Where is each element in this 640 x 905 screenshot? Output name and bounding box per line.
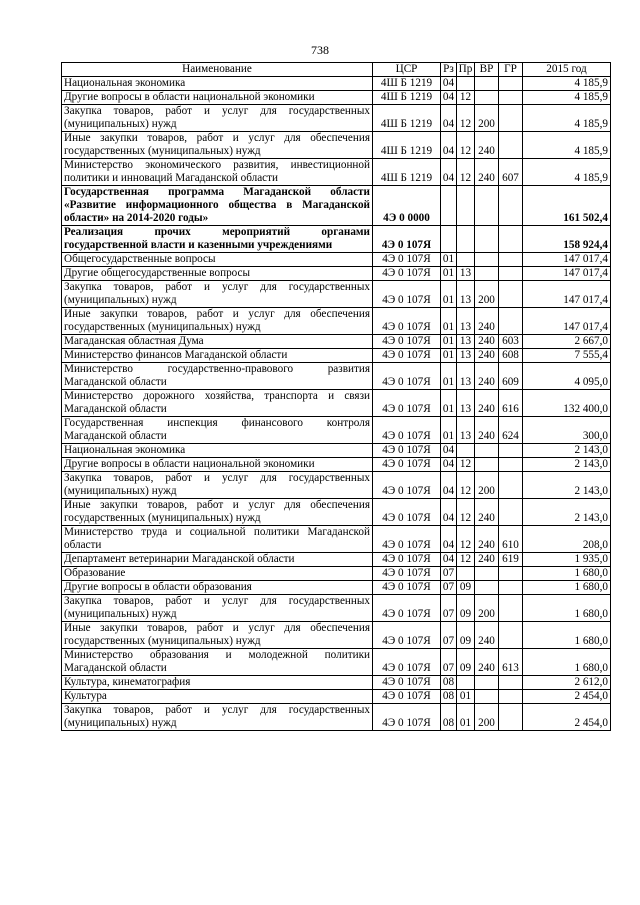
table-row <box>62 226 611 253</box>
table-row <box>62 622 611 649</box>
row-gr <box>499 267 523 281</box>
row-name: Закупка товаров, работ и услуг для государственных (муниципальных) нужд <box>62 281 373 308</box>
row-csr: 4Э 0 107Я <box>373 308 441 335</box>
row-sum: 4 185,9 <box>523 105 611 132</box>
row-rz: 07 <box>441 622 457 649</box>
row-sum: 147 017,4 <box>523 253 611 267</box>
table-row <box>62 417 611 444</box>
row-name: Министерство образования и молодежной политики Магаданской области <box>62 649 373 676</box>
row-name: Культура, кинематография <box>62 676 373 690</box>
table-header-row <box>62 63 611 77</box>
row-sum: 4 185,9 <box>523 159 611 186</box>
row-rz: 01 <box>441 349 457 363</box>
row-csr: 4Э 0 107Я <box>373 676 441 690</box>
row-csr: 4Э 0 107Я <box>373 526 441 553</box>
row-csr: 4Э 0 107Я <box>373 267 441 281</box>
row-vr <box>475 676 499 690</box>
row-sum: 147 017,4 <box>523 308 611 335</box>
row-name: Другие вопросы в области образования <box>62 581 373 595</box>
row-vr <box>475 91 499 105</box>
row-name: Министерство финансов Магаданской области <box>62 349 373 363</box>
row-rz: 04 <box>441 553 457 567</box>
row-gr <box>499 595 523 622</box>
row-pr <box>457 444 475 458</box>
row-vr: 240 <box>475 417 499 444</box>
table-row <box>62 567 611 581</box>
row-pr: 12 <box>457 553 475 567</box>
row-sum: 1 680,0 <box>523 649 611 676</box>
row-vr <box>475 253 499 267</box>
row-name: Министерство дорожного хозяйства, транспорта и связи Магаданской области <box>62 390 373 417</box>
row-vr: 240 <box>475 390 499 417</box>
row-pr: 12 <box>457 105 475 132</box>
row-gr: 610 <box>499 526 523 553</box>
table-body <box>62 77 611 731</box>
row-name: Иные закупки товаров, работ и услуг для обеспечения государственных (муниципальных) нужд <box>62 622 373 649</box>
row-rz <box>441 226 457 253</box>
row-gr: 608 <box>499 349 523 363</box>
row-vr: 240 <box>475 308 499 335</box>
header-csr: ЦСР <box>373 63 441 77</box>
row-pr: 12 <box>457 132 475 159</box>
row-name: Магаданская областная Дума <box>62 335 373 349</box>
row-sum: 1 935,0 <box>523 553 611 567</box>
row-name: Иные закупки товаров, работ и услуг для обеспечения государственных (муниципальных) нужд <box>62 499 373 526</box>
row-csr: 4Э 0 107Я <box>373 704 441 731</box>
row-sum: 1 680,0 <box>523 595 611 622</box>
row-sum: 4 185,9 <box>523 91 611 105</box>
row-vr: 240 <box>475 335 499 349</box>
row-gr: 616 <box>499 390 523 417</box>
table-row <box>62 349 611 363</box>
table-row <box>62 676 611 690</box>
row-csr: 4Э 0 107Я <box>373 363 441 390</box>
row-rz: 01 <box>441 417 457 444</box>
row-pr: 01 <box>457 690 475 704</box>
row-pr: 12 <box>457 499 475 526</box>
row-rz: 08 <box>441 676 457 690</box>
row-rz: 04 <box>441 526 457 553</box>
row-sum: 2 454,0 <box>523 704 611 731</box>
row-pr <box>457 253 475 267</box>
row-name: Другие вопросы в области национальной экономики <box>62 91 373 105</box>
table-row <box>62 253 611 267</box>
row-rz: 01 <box>441 281 457 308</box>
row-rz: 08 <box>441 690 457 704</box>
row-pr <box>457 186 475 226</box>
row-sum: 147 017,4 <box>523 281 611 308</box>
row-gr: 603 <box>499 335 523 349</box>
row-pr: 12 <box>457 526 475 553</box>
row-gr <box>499 132 523 159</box>
row-rz: 04 <box>441 159 457 186</box>
row-csr: 4Э 0 107Я <box>373 499 441 526</box>
row-pr: 13 <box>457 281 475 308</box>
table-row <box>62 335 611 349</box>
row-pr: 13 <box>457 363 475 390</box>
row-pr <box>457 676 475 690</box>
row-name: Закупка товаров, работ и услуг для государственных (муниципальных) нужд <box>62 105 373 132</box>
row-sum: 1 680,0 <box>523 567 611 581</box>
row-vr <box>475 186 499 226</box>
row-gr <box>499 690 523 704</box>
row-sum: 1 680,0 <box>523 622 611 649</box>
row-gr <box>499 253 523 267</box>
row-gr <box>499 622 523 649</box>
row-pr: 13 <box>457 335 475 349</box>
row-csr: 4Э 0 107Я <box>373 622 441 649</box>
row-name: Общегосударственные вопросы <box>62 253 373 267</box>
row-pr <box>457 567 475 581</box>
row-name: Закупка товаров, работ и услуг для государственных (муниципальных) нужд <box>62 704 373 731</box>
row-pr: 01 <box>457 704 475 731</box>
row-gr <box>499 704 523 731</box>
row-vr <box>475 267 499 281</box>
row-csr: 4Э 0 107Я <box>373 458 441 472</box>
row-vr <box>475 226 499 253</box>
table-row <box>62 704 611 731</box>
row-gr: 624 <box>499 417 523 444</box>
row-pr: 13 <box>457 349 475 363</box>
row-csr: 4Э 0 0000 <box>373 186 441 226</box>
table-row <box>62 690 611 704</box>
row-csr: 4Э 0 107Я <box>373 553 441 567</box>
row-sum: 4 185,9 <box>523 132 611 159</box>
row-rz: 04 <box>441 458 457 472</box>
row-rz: 08 <box>441 704 457 731</box>
row-name: Другие общегосударственные вопросы <box>62 267 373 281</box>
row-vr: 240 <box>475 649 499 676</box>
table-row <box>62 458 611 472</box>
row-rz: 01 <box>441 267 457 281</box>
row-vr: 200 <box>475 281 499 308</box>
row-csr: 4Ш Б 1219 <box>373 91 441 105</box>
row-rz: 04 <box>441 132 457 159</box>
row-sum: 7 555,4 <box>523 349 611 363</box>
row-pr: 12 <box>457 91 475 105</box>
row-name: Закупка товаров, работ и услуг для государственных (муниципальных) нужд <box>62 595 373 622</box>
table-row <box>62 159 611 186</box>
row-rz: 01 <box>441 335 457 349</box>
row-csr: 4Э 0 107Я <box>373 390 441 417</box>
row-rz: 04 <box>441 77 457 91</box>
row-csr: 4Ш Б 1219 <box>373 159 441 186</box>
row-csr: 4Э 0 107Я <box>373 581 441 595</box>
row-gr <box>499 186 523 226</box>
row-gr <box>499 91 523 105</box>
table-row <box>62 526 611 553</box>
row-rz: 04 <box>441 444 457 458</box>
row-csr: 4Ш Б 1219 <box>373 77 441 91</box>
row-pr: 12 <box>457 458 475 472</box>
row-csr: 4Э 0 107Я <box>373 281 441 308</box>
row-sum: 1 680,0 <box>523 581 611 595</box>
row-sum: 2 143,0 <box>523 458 611 472</box>
row-vr: 200 <box>475 472 499 499</box>
row-sum: 2 454,0 <box>523 690 611 704</box>
row-rz: 04 <box>441 472 457 499</box>
row-vr <box>475 444 499 458</box>
row-pr: 12 <box>457 159 475 186</box>
row-gr <box>499 676 523 690</box>
row-csr: 4Э 0 107Я <box>373 226 441 253</box>
row-csr: 4Ш Б 1219 <box>373 105 441 132</box>
table-row <box>62 132 611 159</box>
header-year: 2015 год <box>523 63 611 77</box>
row-sum: 2 612,0 <box>523 676 611 690</box>
row-name: Государственная программа Магаданской области «Развитие информационного общества в Магаданской области» на 2014-2020 годы» <box>62 186 373 226</box>
row-name: Национальная экономика <box>62 444 373 458</box>
table-row <box>62 91 611 105</box>
row-gr <box>499 458 523 472</box>
row-pr: 09 <box>457 595 475 622</box>
row-gr <box>499 308 523 335</box>
table-row <box>62 105 611 132</box>
row-name: Реализация прочих мероприятий органами государственной власти и казенными учреждениями <box>62 226 373 253</box>
row-pr: 09 <box>457 649 475 676</box>
table-row <box>62 444 611 458</box>
row-vr: 240 <box>475 622 499 649</box>
row-sum: 132 400,0 <box>523 390 611 417</box>
table-row <box>62 281 611 308</box>
row-name: Образование <box>62 567 373 581</box>
row-csr: 4Э 0 107Я <box>373 444 441 458</box>
row-csr: 4Э 0 107Я <box>373 349 441 363</box>
row-gr: 619 <box>499 553 523 567</box>
row-pr: 13 <box>457 390 475 417</box>
row-name: Национальная экономика <box>62 77 373 91</box>
row-gr <box>499 281 523 308</box>
row-name: Министерство государственно-правового развития Магаданской области <box>62 363 373 390</box>
row-vr <box>475 458 499 472</box>
budget-table <box>61 62 611 731</box>
row-csr: 4Э 0 107Я <box>373 253 441 267</box>
row-name: Министерство труда и социальной политики Магаданской области <box>62 526 373 553</box>
row-rz: 01 <box>441 390 457 417</box>
row-csr: 4Э 0 107Я <box>373 335 441 349</box>
row-vr: 240 <box>475 363 499 390</box>
row-csr: 4Э 0 107Я <box>373 472 441 499</box>
row-pr: 13 <box>457 417 475 444</box>
header-name: Наименование <box>62 63 373 77</box>
row-csr: 4Э 0 107Я <box>373 417 441 444</box>
row-sum: 2 143,0 <box>523 472 611 499</box>
table-row <box>62 499 611 526</box>
row-name: Департамент ветеринарии Магаданской области <box>62 553 373 567</box>
row-sum: 161 502,4 <box>523 186 611 226</box>
row-vr: 240 <box>475 499 499 526</box>
table-row <box>62 363 611 390</box>
table-row <box>62 553 611 567</box>
row-vr: 240 <box>475 526 499 553</box>
row-pr: 09 <box>457 581 475 595</box>
row-gr <box>499 105 523 132</box>
row-rz <box>441 186 457 226</box>
row-pr <box>457 226 475 253</box>
row-name: Иные закупки товаров, работ и услуг для обеспечения государственных (муниципальных) нужд <box>62 132 373 159</box>
header-rz: Рз <box>441 63 457 77</box>
row-gr <box>499 581 523 595</box>
row-sum: 2 143,0 <box>523 499 611 526</box>
row-sum: 208,0 <box>523 526 611 553</box>
row-sum: 2 143,0 <box>523 444 611 458</box>
row-pr: 12 <box>457 472 475 499</box>
table-row <box>62 472 611 499</box>
row-name: Другие вопросы в области национальной экономики <box>62 458 373 472</box>
row-sum: 300,0 <box>523 417 611 444</box>
row-vr <box>475 581 499 595</box>
table-row <box>62 308 611 335</box>
row-gr <box>499 77 523 91</box>
row-vr: 240 <box>475 553 499 567</box>
row-rz: 04 <box>441 91 457 105</box>
row-rz: 01 <box>441 308 457 335</box>
table-row <box>62 186 611 226</box>
header-vr: ВР <box>475 63 499 77</box>
table-row <box>62 581 611 595</box>
row-gr: 607 <box>499 159 523 186</box>
page-number: 738 <box>311 43 329 57</box>
row-name: Культура <box>62 690 373 704</box>
row-pr: 13 <box>457 267 475 281</box>
table-row <box>62 267 611 281</box>
row-csr: 4Э 0 107Я <box>373 690 441 704</box>
header-pr: Пр <box>457 63 475 77</box>
row-rz: 04 <box>441 499 457 526</box>
row-rz: 01 <box>441 253 457 267</box>
row-vr: 240 <box>475 159 499 186</box>
row-name: Иные закупки товаров, работ и услуг для обеспечения государственных (муниципальных) нужд <box>62 308 373 335</box>
table-row <box>62 595 611 622</box>
row-name: Закупка товаров, работ и услуг для государственных (муниципальных) нужд <box>62 472 373 499</box>
header-gr: ГР <box>499 63 523 77</box>
table-row <box>62 77 611 91</box>
row-gr: 613 <box>499 649 523 676</box>
row-vr <box>475 77 499 91</box>
row-csr: 4Э 0 107Я <box>373 567 441 581</box>
row-pr: 13 <box>457 308 475 335</box>
row-csr: 4Э 0 107Я <box>373 595 441 622</box>
row-gr: 609 <box>499 363 523 390</box>
row-gr <box>499 226 523 253</box>
row-name: Государственная инспекция финансового контроля Магаданской области <box>62 417 373 444</box>
row-vr: 200 <box>475 595 499 622</box>
table-row <box>62 390 611 417</box>
row-rz: 07 <box>441 649 457 676</box>
row-gr <box>499 567 523 581</box>
row-sum: 4 095,0 <box>523 363 611 390</box>
row-vr: 200 <box>475 105 499 132</box>
row-vr <box>475 567 499 581</box>
row-vr: 240 <box>475 132 499 159</box>
row-pr: 09 <box>457 622 475 649</box>
row-sum: 158 924,4 <box>523 226 611 253</box>
row-pr <box>457 77 475 91</box>
row-rz: 07 <box>441 581 457 595</box>
row-gr <box>499 472 523 499</box>
row-gr <box>499 444 523 458</box>
row-sum: 4 185,9 <box>523 77 611 91</box>
row-vr: 200 <box>475 704 499 731</box>
table-row <box>62 649 611 676</box>
row-sum: 2 667,0 <box>523 335 611 349</box>
row-sum: 147 017,4 <box>523 267 611 281</box>
row-rz: 04 <box>441 105 457 132</box>
row-vr: 240 <box>475 349 499 363</box>
row-csr: 4Э 0 107Я <box>373 649 441 676</box>
row-rz: 07 <box>441 595 457 622</box>
row-gr <box>499 499 523 526</box>
row-rz: 01 <box>441 363 457 390</box>
row-rz: 07 <box>441 567 457 581</box>
row-csr: 4Ш Б 1219 <box>373 132 441 159</box>
row-name: Министерство экономического развития, инвестиционной политики и инноваций Магаданской области <box>62 159 373 186</box>
row-vr <box>475 690 499 704</box>
